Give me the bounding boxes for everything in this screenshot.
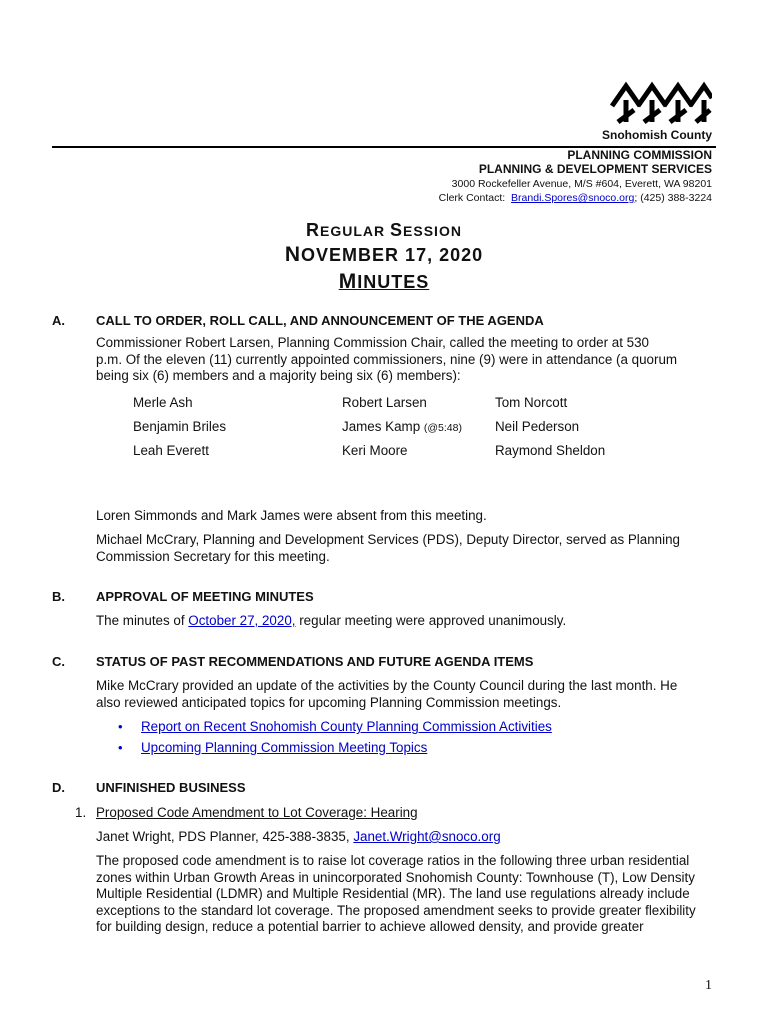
attendee: Tom Norcott	[495, 395, 568, 410]
amendment-paragraph: The proposed code amendment is to raise lot coverage ratios in the following three urban residential zones within Urban Growth Areas in unincorporated Snohomish County: Townhouse (T), Low Density Multiple Residential (LDMR) and Multiple Residential (MR). The land use regulations already include exceptions to the standard lot coverage. The proposed amendment seeks to provide greater flexibility for building design, reduce a potential barrier to achieve allowed density, and provide greater	[96, 853, 696, 934]
bullet-dot: •	[118, 719, 123, 734]
org-line-1: PLANNING COMMISSION	[567, 148, 712, 162]
secretary-paragraph: Michael McCrary, Planning and Development Services (PDS), Deputy Director, served as Planning Commission Secretary for this meeting.	[96, 532, 680, 564]
status-paragraph: Mike McCrary provided an update of the activities by the County Council during the last month. He also reviewed anticipated topics for upcoming Planning Commission meetings.	[96, 678, 678, 710]
bullet-dot: •	[118, 740, 123, 755]
minutes-title: MINUTES	[338, 270, 430, 293]
clerk-email-link[interactable]: Brandi.Spores@snoco.org	[511, 192, 635, 204]
section-d-letter: D.	[52, 780, 65, 795]
snohomish-county-logo	[608, 78, 712, 126]
section-a-letter: A.	[52, 313, 65, 328]
address: 3000 Rockefeller Avenue, M/S #604, Everett, WA 98201	[451, 178, 712, 190]
section-b-letter: B.	[52, 589, 65, 604]
janet-wright-email-link[interactable]: Janet.Wright@snoco.org	[353, 829, 501, 844]
meeting-date: NOVEMBER 17, 2020	[284, 243, 484, 266]
attendee: Merle Ash	[133, 395, 193, 410]
attendee: James Kamp (@5:48)	[342, 419, 462, 434]
activities-report-link[interactable]: Report on Recent Snohomish County Planning Commission Activities	[141, 719, 552, 734]
call-to-order-paragraph: Commissioner Robert Larsen, Planning Commission Chair, called the meeting to order at 530 p.m. Of the eleven (11) currently appointed commissioners, nine (9) were in attendance (a quorum being six (6) members and a majority being six (6) members):	[96, 335, 678, 383]
item-number: 1.	[75, 805, 87, 820]
section-a-title: CALL TO ORDER, ROLL CALL, AND ANNOUNCEMENT OF THE AGENDA	[96, 313, 544, 328]
section-c-letter: C.	[52, 654, 65, 669]
attendee: Raymond Sheldon	[495, 443, 606, 458]
section-d-title: UNFINISHED BUSINESS	[96, 780, 246, 795]
item-title: Proposed Code Amendment to Lot Coverage: Hearing	[96, 805, 418, 820]
section-b-title: APPROVAL OF MEETING MINUTES	[96, 589, 314, 604]
october-minutes-link[interactable]: October 27, 2020,	[188, 613, 296, 628]
attendee: Neil Pederson	[495, 419, 580, 434]
attendee: Keri Moore	[342, 443, 408, 458]
page-number: 1	[705, 978, 712, 993]
absent-paragraph: Loren Simmonds and Mark James were absent from this meeting.	[96, 508, 487, 523]
attendee: Leah Everett	[133, 443, 209, 458]
session-title: REGULAR SESSION	[306, 220, 462, 240]
upcoming-topics-link[interactable]: Upcoming Planning Commission Meeting Topics	[141, 740, 428, 755]
clerk-contact	[439, 192, 712, 204]
section-c-title: STATUS OF PAST RECOMMENDATIONS AND FUTURE AGENDA ITEMS	[96, 654, 534, 669]
arrival-note: (@5:48)	[423, 422, 462, 434]
attendee: Benjamin Briles	[133, 419, 227, 434]
staff-contact: Janet Wright, PDS Planner, 425-388-3835, Janet.Wright@snoco.org	[96, 829, 501, 844]
clerk-phone: ; (425) 388-3224	[634, 192, 712, 204]
clerk-label: Clerk Contact:	[438, 192, 506, 204]
org-line-2: PLANNING & DEVELOPMENT SERVICES	[478, 162, 712, 176]
attendee: Robert Larsen	[342, 395, 427, 410]
county-name: Snohomish County	[602, 128, 712, 142]
minutes-approval-paragraph: The minutes of October 27, 2020, regular meeting were approved unanimously.	[96, 613, 567, 628]
